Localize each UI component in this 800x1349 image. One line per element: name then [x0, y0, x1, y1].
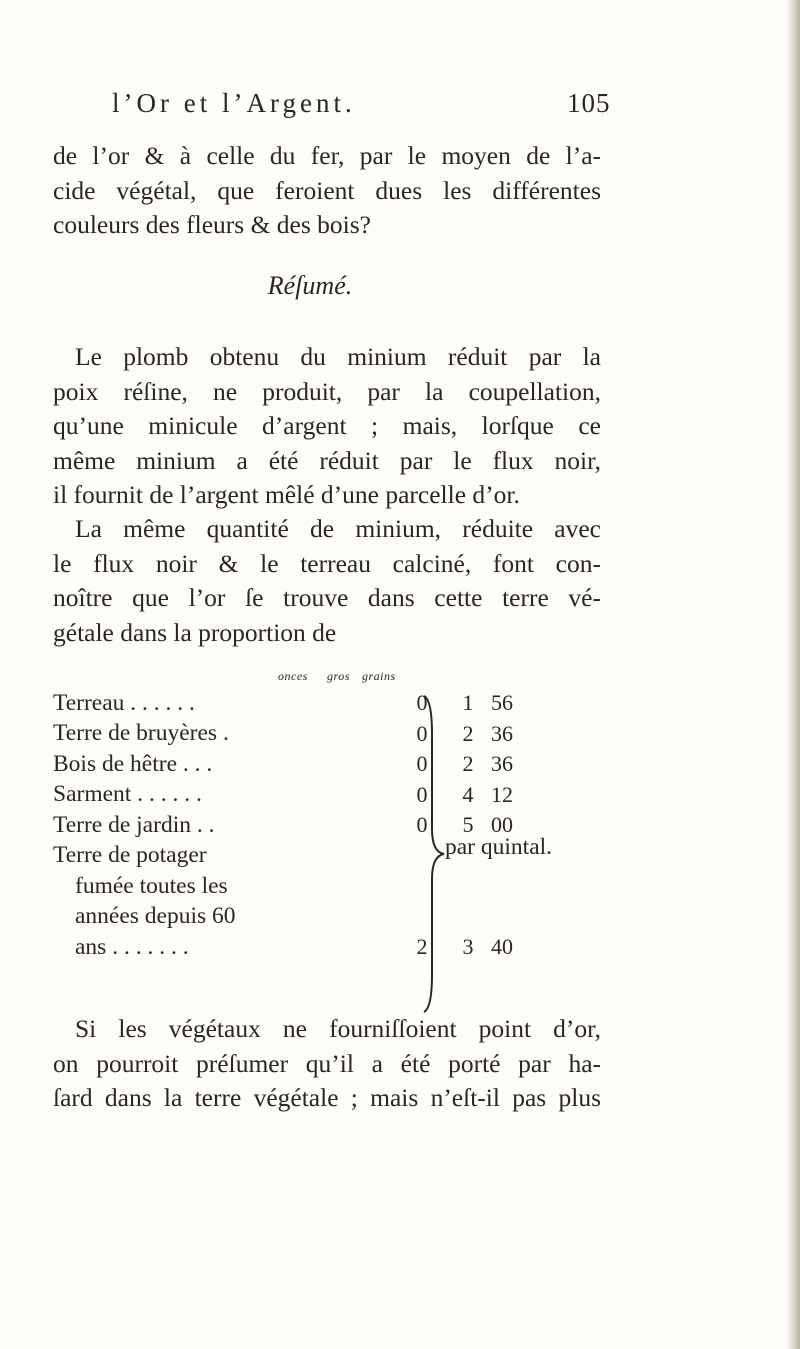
cell-onces: 0 — [416, 812, 428, 838]
cell-onces: 0 — [416, 690, 428, 716]
cell-grains: 12 — [491, 781, 513, 807]
cell-gros: 2 — [462, 751, 474, 777]
text-line: Si les végétaux ne fourniſſoient point d’or, — [75, 1014, 601, 1043]
cell-gros: 5 — [462, 812, 474, 838]
text-line: cide végétal, que feroient dues les différentes — [53, 175, 601, 205]
text-line: poix réſine, ne produit, par la coupellation, — [53, 376, 601, 406]
cell-gros: 4 — [462, 781, 474, 807]
row-label: Sarment . . . . . . — [53, 781, 202, 808]
text-line: gétale dans la proportion de — [53, 617, 337, 647]
cell-onces: 2 — [416, 934, 428, 960]
column-header-onces: onces — [278, 669, 308, 683]
cell-onces: 0 — [416, 751, 428, 777]
text-line: même minium a été réduit par le flux noir, — [53, 445, 601, 475]
text-line: couleurs des fleurs & des bois? — [53, 210, 371, 239]
cell-grains: 56 — [491, 690, 513, 716]
text-line: Le plomb obtenu du minium réduit par la — [75, 342, 601, 371]
column-header-gros: gros — [327, 669, 350, 683]
row-label: années depuis 60 — [75, 903, 236, 930]
running-head — [112, 88, 632, 119]
paragraph-resume-2 — [53, 512, 601, 650]
brace-label: par quintal. — [445, 834, 553, 860]
text-line: qu’une minicule d’argent ; mais, lorſque ce — [53, 411, 601, 440]
cell-onces: 0 — [416, 720, 428, 746]
cell-gros: 2 — [462, 720, 474, 746]
row-label: Terre de jardin . . — [53, 811, 215, 838]
row-label: Bois de hêtre . . . — [53, 750, 213, 777]
paragraph-bottom — [53, 1012, 601, 1116]
text-line: il fournit de l’argent mêlé d’une parcelle d’or. — [53, 480, 520, 509]
text-line: La même quantité de minium, réduite avec — [75, 514, 601, 543]
cell-gros: 3 — [462, 934, 474, 960]
cell-gros: 1 — [462, 690, 474, 716]
cell-gros — [445, 871, 491, 902]
paragraph-top — [53, 139, 601, 243]
row-label: Terre de bruyères . — [53, 720, 229, 747]
page-edge — [786, 0, 800, 1349]
cell-grains: 40 — [491, 934, 513, 960]
row-label: fumée toutes les — [75, 872, 228, 899]
cell-onces: 0 — [416, 781, 428, 807]
cell-grains: 36 — [491, 751, 513, 777]
row-label: ans . . . . . . . — [75, 933, 189, 960]
section-heading: Réſumé. — [267, 271, 353, 300]
cell-grains: 36 — [491, 720, 513, 746]
paragraph-resume-1 — [53, 340, 601, 513]
cell-gros — [445, 902, 491, 933]
running-head-title: l’Or et l’Argent. — [112, 88, 356, 118]
row-label: Terre de potager — [53, 842, 207, 869]
cell-grains: 00 — [491, 812, 513, 838]
text-line: ſard dans la terre végétale ; mais n’eſt-il pas plus — [53, 1083, 601, 1112]
text-line: le flux noir & le terreau calciné, font con- — [53, 548, 601, 578]
text-line: on pourroit préſumer qu’il a été porté par ha- — [53, 1048, 601, 1078]
page-number: 105 — [567, 88, 611, 118]
cell-grains — [491, 902, 513, 933]
brace-icon — [418, 694, 448, 1014]
text-line: de l’or & à celle du fer, par le moyen de l’a- — [53, 141, 601, 170]
cell-grains — [491, 871, 513, 902]
column-header-grains: grains — [362, 669, 396, 683]
text-line: noître que l’or ſe trouve dans cette terre vé- — [53, 583, 601, 612]
row-label: Terreau . . . . . . — [53, 689, 195, 716]
